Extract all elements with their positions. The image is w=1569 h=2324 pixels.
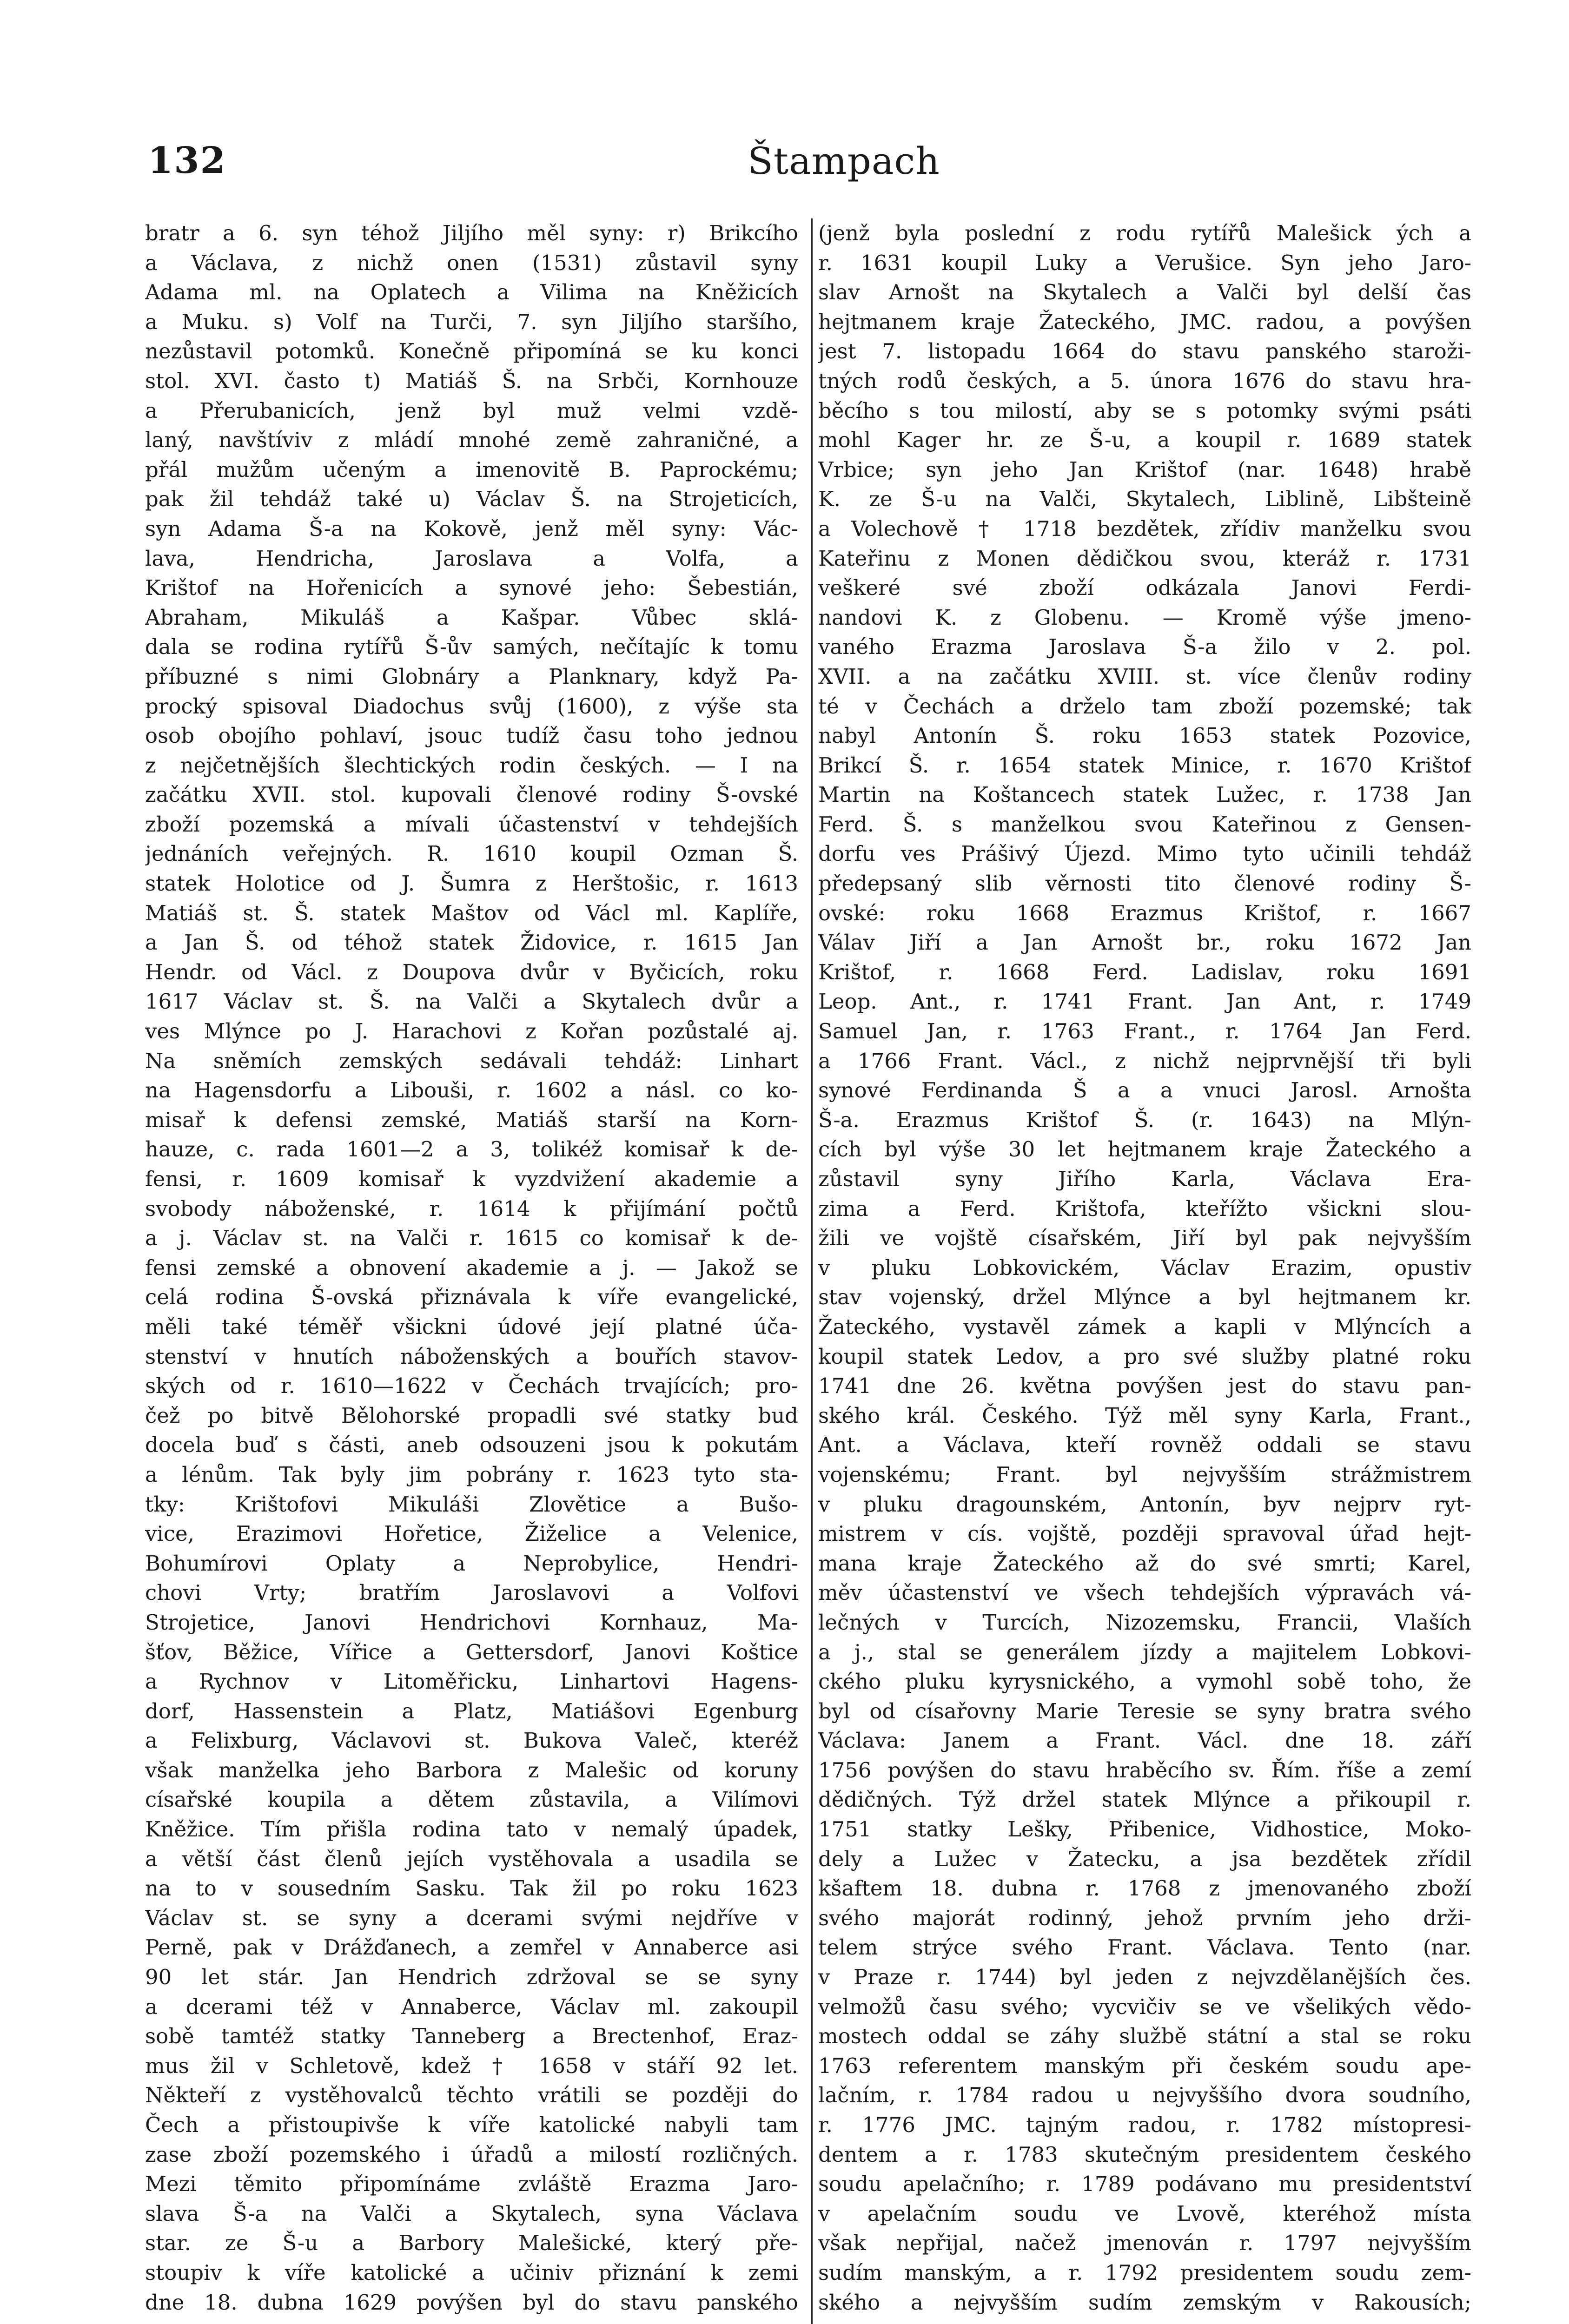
text-line: zase zboží pozemského i úřadů a milostí rozličných.	[145, 2142, 798, 2167]
text-line: soudu apelačního; r. 1789 podávano mu presidentství	[818, 2172, 1471, 2197]
text-line: mistrem v cís. vojště, později spravoval úřad hejt-	[818, 1521, 1471, 1546]
text-line: mohl Kager hr. ze Š-u, a koupil r. 1689 statek	[818, 428, 1471, 453]
text-line: měv účastenství ve všech tehdejších výpravách vá-	[818, 1580, 1471, 1605]
text-line: stenství v hnutích náboženských a bouřích stavov-	[145, 1344, 798, 1369]
text-line: hejtmanem kraje Žateckého, JMC. radou, a povýšen	[818, 309, 1471, 334]
text-line: Brikcí Š. r. 1654 statek Minice, r. 1670 Krištof	[818, 753, 1471, 778]
text-line: bratr a 6. syn téhož Jiljího měl syny: r) Brikcího	[145, 221, 798, 245]
text-line: jest 7. listopadu 1664 do stavu panského staroži-	[818, 339, 1471, 364]
text-line: byl od císařovny Marie Teresie se syny bratra svého	[818, 1698, 1471, 1723]
text-line: Ferd. Š. s manželkou svou Kateřinou z Gensen-	[818, 812, 1471, 837]
text-line: ských od r. 1610—1622 v Čechách trvajících; pro-	[145, 1373, 798, 1399]
text-line: K. ze Š-u na Valči, Skytalech, Liblině, Libšteině	[818, 487, 1471, 512]
text-line: sobě tamtéž statky Tanneberg a Brectenhof, Eraz-	[145, 2024, 798, 2049]
text-line: běcího s tou milostí, aby se s potomky svými psáti	[818, 398, 1471, 423]
text-line: a Felixburg, Václavovi st. Bukova Valeč, kteréž	[145, 1728, 798, 1753]
text-line: v pluku Lobkovickém, Václav Erazim, opustiv	[818, 1255, 1471, 1280]
text-line: a Václava, z nichž onen (1531) zůstavil syny	[145, 250, 798, 275]
text-line: začátku XVII. stol. kupovali členové rodiny Š-ovské	[145, 782, 798, 807]
text-line: laný, navštíviv z mládí mnohé země zahraničné, a	[145, 428, 798, 453]
text-line: misař k defensi zemské, Matiáš starší na Korn-	[145, 1107, 798, 1132]
text-line: té v Čechách a drželo tam zboží pozemské; tak	[818, 693, 1471, 719]
text-line: velmožů času svého; vycvičiv se ve všelikých vědo-	[818, 1994, 1471, 2019]
text-line: vojenskému; Frant. byl nejvyšším strážmistrem	[818, 1462, 1471, 1487]
text-line: svobody náboženské, r. 1614 k přijímání počtů	[145, 1196, 798, 1221]
text-line: Martin na Koštancech statek Lužec, r. 1738 Jan	[818, 782, 1471, 807]
text-line: hauze, c. rada 1601—2 a 3, tolikéž komisař k de-	[145, 1137, 798, 1162]
text-line: koupil statek Ledov, a pro své služby platné roku	[818, 1344, 1471, 1369]
text-line: na Hagensdorfu a Libouši, r. 1602 a násl. co ko-	[145, 1078, 798, 1103]
text-line: osob obojího pohlaví, jsouc tudíž času toho jednou	[145, 723, 798, 748]
text-line: ves Mlýnce po J. Harachovi z Kořan pozůstalé aj.	[145, 1019, 798, 1044]
text-line: Adama ml. na Oplatech a Vilima na Kněžicích	[145, 280, 798, 305]
text-line: Š-a. Erazmus Krištof Š. (r. 1643) na Mlýn-	[818, 1107, 1471, 1132]
running-head: Štampach	[748, 139, 940, 183]
text-line: cích byl výše 30 let hejtmanem kraje Žateckého a	[818, 1137, 1471, 1162]
text-line: Kněžice. Tím přišla rodina tato v nemalý úpadek,	[145, 1817, 798, 1842]
text-line: Samuel Jan, r. 1763 Frant., r. 1764 Jan Ferd.	[818, 1019, 1471, 1044]
text-line: z nejčetnějších šlechtických rodin českých. — I na	[145, 753, 798, 778]
text-line: vaného Erazma Jaroslava Š-a žilo v 2. pol.	[818, 634, 1471, 660]
text-line: zboží pozemská a mívali účastenství v tehdejších	[145, 812, 798, 837]
text-line: předepsaný slib věrnosti tito členové rodiny Š-	[818, 871, 1471, 896]
text-line: chovi Vrty; bratřím Jaroslavovi a Volfovi	[145, 1580, 798, 1605]
text-line: mus žil v Schletově, kdež † 1658 v stáří 92 let.	[145, 2053, 798, 2078]
text-line: v Praze r. 1744) byl jeden z nejvzdělanějších čes.	[818, 1965, 1471, 1990]
text-line: zima a Ferd. Krištofa, kteřížto všickni slou-	[818, 1196, 1471, 1221]
text-line: 1763 referentem manským při českém soudu ape-	[818, 2053, 1471, 2078]
text-line: svého majorát rodinný, jehož prvním jeho drži-	[818, 1905, 1471, 1930]
text-line: synové Ferdinanda Š a a vnuci Jarosl. Arnošta	[818, 1078, 1471, 1103]
text-line: čež po bitvě Bělohorské propadli své statky buď	[145, 1403, 798, 1428]
text-line: v apelačním soudu ve Lvově, kteréhož místa	[818, 2201, 1471, 2226]
text-line: stav vojenský, držel Mlýnce a byl hejtmanem kr.	[818, 1285, 1471, 1310]
text-line: šťov, Běžice, Vířice a Gettersdorf, Janovi Koštice	[145, 1639, 798, 1664]
text-line: 1751 statky Lešky, Přibenice, Vidhostice, Moko-	[818, 1817, 1471, 1842]
text-line: fensi, r. 1609 komisař k vyzdvižení akademie a	[145, 1167, 798, 1191]
text-line: ského a nejvyšším sudím zemským v Rakousích;	[818, 2290, 1471, 2315]
text-line: Válav Jiří a Jan Arnošt br., roku 1672 Jan	[818, 930, 1471, 955]
text-line: statek Holotice od J. Šumra z Herštošic, r. 1613	[145, 871, 798, 896]
text-line: celá rodina Š-ovská přiznávala k víře evangelické,	[145, 1285, 798, 1310]
text-line: veškeré své zboží odkázala Janovi Ferdi-	[818, 575, 1471, 601]
text-line: nandovi K. z Globenu. — Kromě výše jmeno-	[818, 605, 1471, 630]
text-line: a Volechově † 1718 bezdětek, zřídiv manželku svou	[818, 516, 1471, 541]
text-line: syn Adama Š-a na Kokově, jenž měl syny: Vác-	[145, 516, 798, 541]
text-line	[145, 2317, 798, 2319]
text-line: dorfu ves Prášivý Újezd. Mimo tyto učinili tehdáž	[818, 841, 1471, 866]
text-line: v pluku dragounském, Antonín, byv nejprv ryt-	[818, 1492, 1471, 1517]
text-line: 90 let stár. Jan Hendrich zdržoval se se syny	[145, 1965, 798, 1990]
text-line: a Přerubanicích, jenž byl muž velmi vzdě-	[145, 398, 798, 423]
text-line: nezůstavil potomků. Konečně připomíná se ku konci	[145, 339, 798, 364]
text-line: Václava: Janem a Frant. Václ. dne 18. září	[818, 1728, 1471, 1753]
text-line: r. 1631 koupil Luky a Verušice. Syn jeho Jaro-	[818, 250, 1471, 275]
text-line: dely a Lužec v Žatecku, a jsa bezdětek zřídil	[818, 1846, 1471, 1871]
text-line: lačním, r. 1784 radou u nejvyššího dvora soudního,	[818, 2083, 1471, 2108]
text-line: stoupiv k víře katolické a učiniv přiznání k zemi	[145, 2260, 798, 2285]
text-line: ského král. Českého. Týž měl syny Karla, Frant.,	[818, 1403, 1471, 1428]
text-line: Hendr. od Václ. z Doupova dvůr v Byčicích, roku	[145, 959, 798, 984]
text-line: tky: Krištofovi Mikuláši Zlovětice a Bušo-	[145, 1492, 798, 1517]
text-line: Krištof, r. 1668 Ferd. Ladislav, roku 1691	[818, 959, 1471, 984]
text-line: nabyl Antonín Š. roku 1653 statek Pozovice,	[818, 723, 1471, 748]
text-line: pak žil tehdáž také u) Václav Š. na Strojeticích,	[145, 487, 798, 512]
text-line: dentem a r. 1783 skutečným presidentem českého	[818, 2142, 1471, 2167]
text-line: r. 1776 JMC. tajným radou, r. 1782 místopresi-	[818, 2113, 1471, 2137]
text-line: a j. Václav st. na Valči r. 1615 co komisař k de-	[145, 1226, 798, 1251]
text-line: zůstavil syny Jiřího Karla, Václava Era-	[818, 1167, 1471, 1191]
text-line: (jenž byla poslední z rodu rytířů Malešick ých a	[818, 221, 1471, 245]
page-number: 132	[148, 139, 226, 182]
text-line: a větší část členů jejích vystěhovala a usadila se	[145, 1846, 798, 1871]
text-line: Čech a přistoupivše k víře katolické nabyli tam	[145, 2113, 798, 2137]
text-line: Ant. a Václava, kteří rovněž oddali se stavu	[818, 1433, 1471, 1458]
text-line: císařské koupila a dětem zůstavila, a Vilímovi	[145, 1787, 798, 1812]
text-line: dorf, Hassenstein a Platz, Matiášovi Egenburg	[145, 1698, 798, 1723]
text-line: 1741 dne 26. května povýšen jest do stavu pan-	[818, 1373, 1471, 1399]
text-line: a dcerami též v Annaberce, Václav ml. zakoupil	[145, 1994, 798, 2019]
text-line: Václav st. se syny a dcerami svými nejdříve v	[145, 1905, 798, 1930]
text-line: Leop. Ant., r. 1741 Frant. Jan Ant, r. 1749	[818, 989, 1471, 1014]
text-line: fensi zemské a obnovení akademie a j. — Jakož se	[145, 1255, 798, 1280]
text-line: sudím manským, a r. 1792 presidentem soudu zem-	[818, 2260, 1471, 2285]
text-line: a Muku. s) Volf na Turči, 7. syn Jiljího staršího,	[145, 309, 798, 334]
text-line: Někteří z vystěhovalců těchto vrátili se později do	[145, 2083, 798, 2108]
text-line: docela buď s části, aneb odsouzeni jsou k pokutám	[145, 1433, 798, 1458]
text-line: vice, Erazimovi Hořetice, Žiželice a Velenice,	[145, 1521, 798, 1546]
text-line: slava Š-a na Valči a Skytalech, syna Václava	[145, 2201, 798, 2226]
text-line: mana kraje Žateckého až do své smrti; Karel,	[818, 1551, 1471, 1576]
text-line: Žateckého, vystavěl zámek a kapli v Mlýncích a	[818, 1314, 1471, 1339]
text-line: lečných v Turcích, Nizozemsku, Francii, Vlaších	[818, 1610, 1471, 1635]
text-line: stol. XVI. často t) Matiáš Š. na Srbči, Kornhouze	[145, 368, 798, 393]
text-line: ckého pluku kyrysnického, a vymohl sobě toho, že	[818, 1669, 1471, 1694]
text-line: měli také téměř všickni údové její platné úča-	[145, 1314, 798, 1339]
text-line: a lénům. Tak byly jim pobrány r. 1623 tyto sta-	[145, 1462, 798, 1487]
text-line: tných rodů českých, a 5. února 1676 do stavu hra-	[818, 368, 1471, 393]
text-line: jednáních veřejných. R. 1610 koupil Ozman Š.	[145, 841, 798, 866]
text-line: kšaftem 18. dubna r. 1768 z jmenovaného zboží	[818, 1876, 1471, 1901]
text-line: telem strýce svého Frant. Václava. Tento (nar.	[818, 1935, 1471, 1960]
text-line: však nepřijal, načež jmenován r. 1797 nejvyšším	[818, 2231, 1471, 2256]
text-line: žili ve vojště císařském, Jiří byl pak nejvyšším	[818, 1226, 1471, 1251]
text-line: 1617 Václav st. Š. na Valči a Skytalech dvůr a	[145, 989, 798, 1014]
text-line: ovské: roku 1668 Erazmus Krištof, r. 1667	[818, 900, 1471, 925]
text-line: Matiáš st. Š. statek Maštov od Václ ml. Kaplíře,	[145, 900, 798, 925]
text-line: Bohumírovi Oplaty a Neprobylice, Hendri-	[145, 1551, 798, 1576]
text-line: a j., stal se generálem jízdy a majitelem Lobkovi-	[818, 1639, 1471, 1664]
text-line: Abraham, Mikuláš a Kašpar. Vůbec sklá-	[145, 605, 798, 630]
text-line: přál mužům učeným a imenovitě B. Paprockému;	[145, 457, 798, 482]
text-line: však manželka jeho Barbora z Malešic od koruny	[145, 1757, 798, 1783]
text-line: Perně, pak v Drážďanech, a zemřel v Annaberce asi	[145, 1935, 798, 1960]
right-text-column	[818, 218, 1471, 2319]
text-line: dne 18. dubna 1629 povýšen byl do stavu panského	[145, 2290, 798, 2315]
text-line: a Jan Š. od téhož statek Židovice, r. 1615 Jan	[145, 930, 798, 955]
text-line: mostech oddal se záhy službě státní a stal se roku	[818, 2024, 1471, 2049]
text-line: dědičných. Týž držel statek Mlýnce a přikoupil r.	[818, 1787, 1471, 1812]
text-line: příbuzné s nimi Globnáry a Planknary, když Pa-	[145, 664, 798, 689]
text-line: Krištof na Hořenicích a synové jeho: Šebestián,	[145, 575, 798, 601]
text-line: na to v sousedním Sasku. Tak žil po roku 1623	[145, 1876, 798, 1901]
text-line: Kateřinu z Monen dědičkou svou, kteráž r. 1731	[818, 546, 1471, 571]
text-line: lava, Hendricha, Jaroslava a Volfa, a	[145, 546, 798, 571]
text-line: a Rychnov v Litoměřicku, Linhartovi Hagens-	[145, 1669, 798, 1694]
text-line: slav Arnošt na Skytalech a Valči byl delší čas	[818, 280, 1471, 305]
text-line: XVII. a na začátku XVIII. st. více členův rodiny	[818, 664, 1471, 689]
text-line: Mezi těmito připomínáme zvláště Erazma Jaro-	[145, 2172, 798, 2197]
text-line: star. ze Š-u a Barbory Malešické, který pře-	[145, 2231, 798, 2256]
left-text-column	[145, 218, 798, 2319]
text-line: procký spisoval Diadochus svůj (1600), z výše sta	[145, 693, 798, 719]
text-line: Vrbice; syn jeho Jan Krištof (nar. 1648) hrabě	[818, 457, 1471, 482]
text-line	[818, 2317, 1471, 2319]
text-line: Na sněmích zemských sedávali tehdáž: Linhart	[145, 1048, 798, 1073]
text-line: dala se rodina rytířů Š-ův samých, nečítajíc k tomu	[145, 634, 798, 660]
text-line: 1756 povýšen do stavu hraběcího sv. Řím. říše a zemí	[818, 1757, 1471, 1783]
column-divider	[811, 218, 813, 2324]
text-line: Strojetice, Janovi Hendrichovi Kornhauz, Ma-	[145, 1610, 798, 1635]
text-line: a 1766 Frant. Václ., z nichž nejprvnější tři byli	[818, 1048, 1471, 1073]
